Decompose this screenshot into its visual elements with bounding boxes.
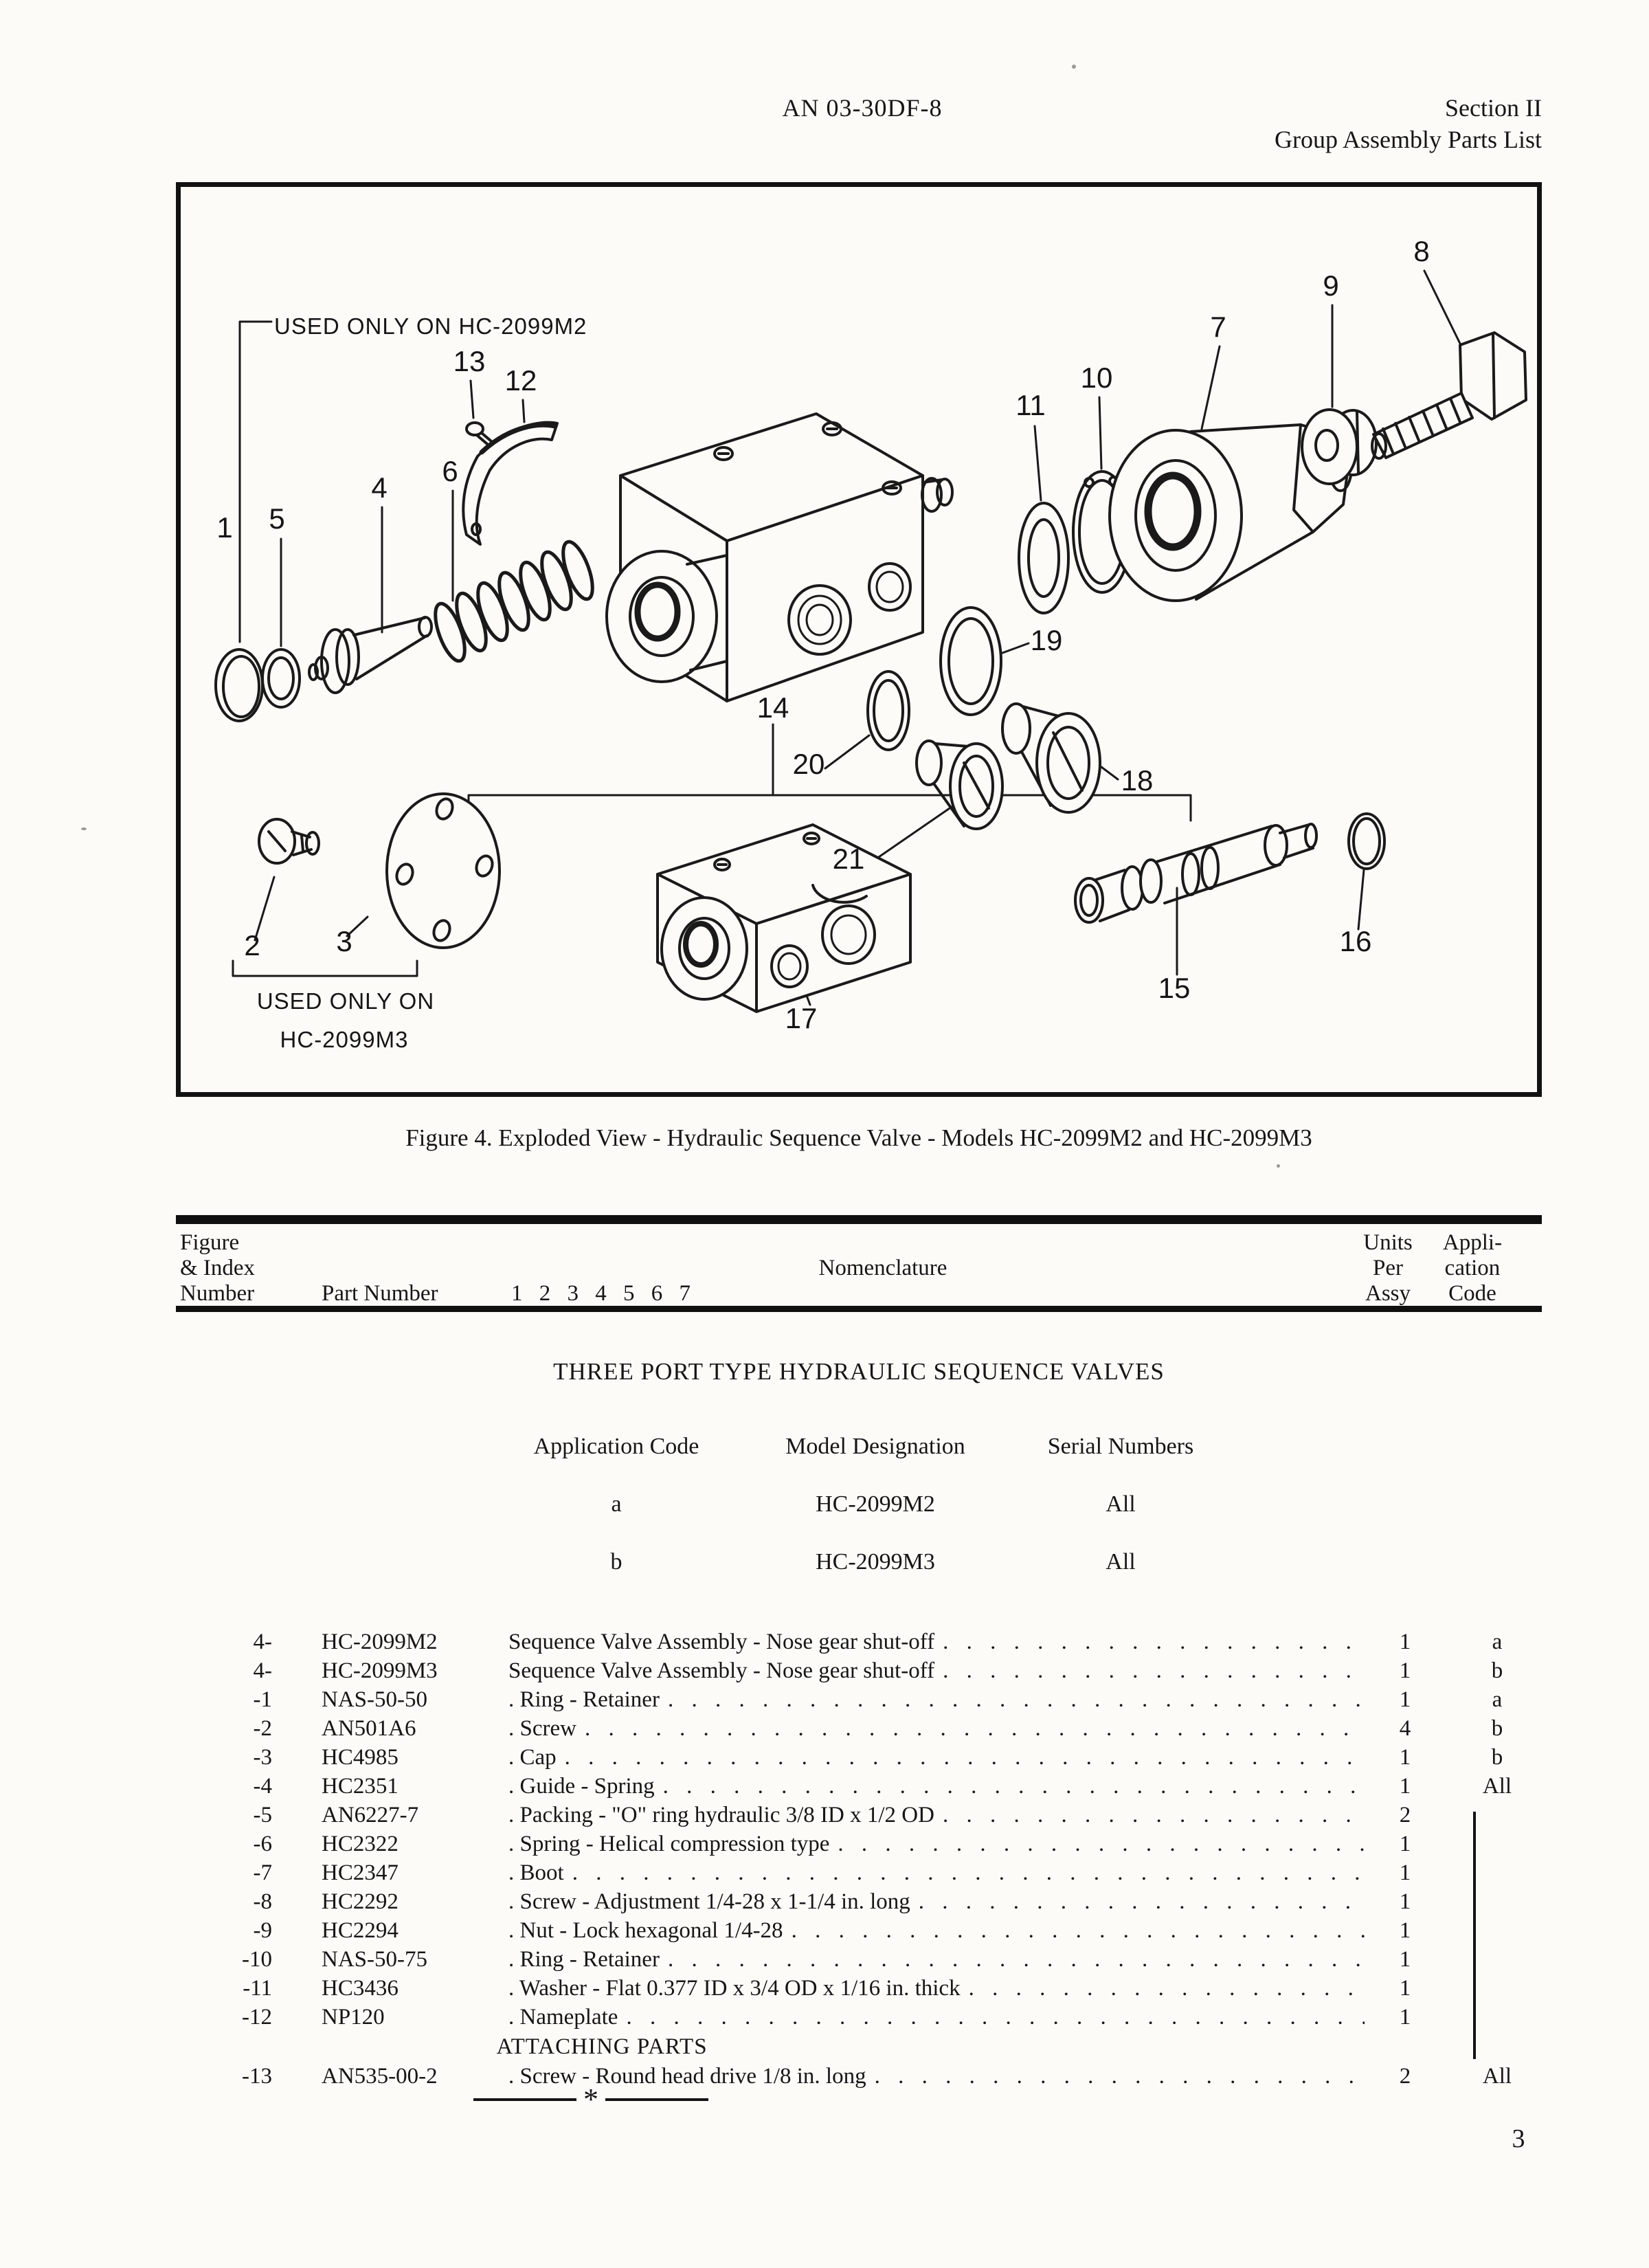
note-used-only-m3-line2: HC-2099M3 [280,1027,409,1052]
parts-row [176,1627,1542,1656]
callout-7: 7 [1210,311,1226,343]
units-per-assy: 1 [1399,1889,1411,1914]
application-code [1452,1945,1542,1974]
callout-12: 12 [504,364,537,397]
application-code [1452,1801,1542,1830]
application-code: a [1492,1687,1503,1712]
dot-leader [792,1916,1365,1945]
col-header-nomenclature: Nomenclature [818,1256,947,1280]
callout-21: 21 [832,843,865,875]
part-ring-19 [941,608,1001,715]
application-code-ditto-line [1473,1812,1476,2059]
application-code [1452,1830,1542,1858]
group-title: THREE PORT TYPE HYDRAULIC SEQUENCE VALVES [553,1358,1165,1385]
part-valve-body-upper [607,414,952,701]
part-number: HC2292 [322,1889,399,1914]
application-code: b [1491,1745,1503,1770]
callout-2: 2 [244,929,260,961]
col-header-part-number: Part Number [322,1281,438,1306]
col-header-figure-index: Figure & Index Number [180,1230,256,1306]
dot-leader [663,1772,1365,1801]
parts-row [176,1916,1542,1945]
attaching-parts-separator [440,2082,742,2116]
separator-star: * [583,2082,598,2116]
units-per-assy: 2 [1399,2064,1411,2089]
figure-index: -11 [243,1976,272,2001]
nomenclature: . Nut - Lock hexagonal 1/4-28 [508,1918,783,1943]
dot-leader [668,1945,1365,1974]
callout-6: 6 [442,455,458,487]
figure-index: -7 [253,1860,272,1885]
parts-row-attaching [176,2062,1542,2091]
figure-index: -10 [242,1947,272,1972]
part-number: HC2294 [322,1918,399,1943]
application-code: All [1482,1774,1512,1799]
figure-index: -1 [253,1687,272,1712]
dot-leader [919,1887,1365,1916]
part-number: NAS-50-75 [322,1947,427,1972]
nomenclature: Sequence Valve Assembly - Nose gear shut-off [508,1630,935,1654]
application-code: b [1491,1658,1503,1683]
application-code [1452,1974,1542,2003]
part-number: AN501A6 [322,1716,416,1741]
application-code [1452,2003,1542,2032]
units-per-assy: 1 [1399,1860,1411,1885]
note-used-only-m3-line1: USED ONLY ON [256,988,435,1014]
nomenclature: . Nameplate [508,2005,618,2030]
figure-index: 4- [253,1630,272,1654]
nomenclature: . Ring - Retainer [508,1687,660,1712]
figure-index: -6 [253,1832,272,1856]
app-table-code-b: b [610,1549,622,1575]
nomenclature: . Boot [508,1860,564,1885]
figure-index: -3 [253,1745,272,1770]
units-per-assy: 1 [1399,1745,1411,1770]
note-used-only-m2: USED ONLY ON HC-2099M2 [274,313,587,339]
part-washer-11 [1019,503,1068,613]
dot-leader [626,2003,1365,2032]
units-per-assy: 1 [1399,1658,1411,1683]
scan-speck [1277,1164,1280,1168]
nomenclature: Sequence Valve Assembly - Nose gear shut-off [508,1658,935,1683]
nomenclature: . Cap [508,1745,557,1770]
units-per-assy: 2 [1399,1803,1411,1827]
units-per-assy: 1 [1399,1832,1411,1856]
part-number: HC-2099M2 [322,1630,438,1654]
part-lock-nut-9 [1302,410,1376,484]
nomenclature: . Screw - Adjustment 1/4-28 x 1-1/4 in. long [508,1889,910,1914]
part-ring-20 [868,671,909,750]
figure-index: 4- [253,1658,272,1683]
callout-14: 14 [756,691,789,724]
callout-11: 11 [1016,389,1046,421]
col-header-units-per-assy: Units Per Assy [1363,1230,1413,1306]
callout-13: 13 [453,345,486,377]
callout-19: 19 [1030,624,1063,656]
part-number: AN535-00-2 [322,2064,438,2089]
application-code [1452,1916,1542,1945]
page-number: 3 [1512,2124,1525,2153]
app-table-serial-a: All [1106,1491,1136,1517]
figure-caption: Figure 4. Exploded View - Hydraulic Sequence Valve - Models HC-2099M2 and HC-2099M3 [405,1124,1312,1151]
figure-index: -5 [253,1803,272,1827]
figure-index: -8 [253,1889,272,1914]
attaching-parts-title: ATTACHING PARTS [496,2034,708,2059]
callout-5: 5 [269,502,285,535]
parts-row [176,2003,1542,2032]
parts-row [176,1656,1542,1685]
figure-index: -9 [253,1918,272,1943]
application-code: All [1482,2064,1512,2089]
section-title-line2: Group Assembly Parts List [1274,126,1542,153]
callout-18: 18 [1121,764,1154,797]
part-nameplate-12 [463,423,557,544]
figure-4-exploded-view [176,182,1542,1097]
scan-speck [81,827,87,830]
part-number: HC3436 [322,1976,399,2001]
part-valve-body-lower [658,825,910,1012]
units-per-assy: 1 [1399,2005,1411,2030]
part-number: HC-2099M3 [322,1658,438,1683]
col-header-indenture: 1 2 3 4 5 6 7 [511,1281,691,1306]
app-table-model-b: HC-2099M3 [816,1549,935,1575]
table-rule-top [176,1215,1542,1224]
app-table-model-a: HC-2099M2 [816,1491,935,1517]
part-drive-screw-13 [467,423,491,444]
part-number: NP120 [322,2005,385,2030]
units-per-assy: 4 [1399,1716,1411,1741]
part-fitting-21 [917,741,1002,829]
part-cap-3 [387,794,500,948]
parts-row [176,1772,1542,1801]
units-per-assy: 1 [1399,1630,1411,1654]
nomenclature: . Screw [508,1716,576,1741]
units-per-assy: 1 [1399,1918,1411,1943]
scan-speck [1072,65,1076,69]
units-per-assy: 1 [1399,1687,1411,1712]
section-title-line1: Section II [1445,94,1542,122]
dot-leader [565,1743,1365,1772]
parts-row [176,1801,1542,1830]
parts-row [176,1945,1542,1974]
application-code [1452,1858,1542,1887]
app-table-serial-b: All [1106,1549,1136,1575]
part-number: HC2322 [322,1832,399,1856]
part-screw-2 [259,819,319,863]
callout-3: 3 [336,925,352,957]
dot-leader [838,1830,1365,1858]
dot-leader [943,1656,1365,1685]
part-washer-5 [262,649,300,707]
callout-4: 4 [371,471,388,504]
col-header-application-code: Appli- cation Code [1442,1230,1503,1306]
separator-line-left [473,2098,576,2101]
app-table-header-code: Application Code [533,1434,699,1459]
parts-row [176,1743,1542,1772]
note-top-leader [240,322,271,642]
part-spool-15 [1075,824,1316,922]
dot-leader [585,1714,1365,1743]
separator-line-right [605,2098,708,2101]
part-number: HC2347 [322,1860,399,1885]
dot-leader [875,2062,1365,2091]
parts-row [176,1887,1542,1916]
units-per-assy: 1 [1399,1774,1411,1799]
application-code: b [1491,1716,1503,1741]
application-code: a [1492,1630,1503,1654]
exploded-diagram [181,187,1537,1092]
nomenclature: . Spring - Helical compression type [508,1832,830,1856]
callout-15: 15 [1158,972,1191,1004]
dot-leader [943,1627,1365,1656]
callout-1: 1 [216,511,233,544]
app-table-header-serial: Serial Numbers [1047,1434,1194,1459]
callout-17: 17 [785,1002,818,1034]
parts-row [176,1685,1542,1714]
callout-20: 20 [792,748,825,780]
callout-10: 10 [1080,362,1113,394]
parts-list [176,1627,1542,2032]
part-adjustment-screw-8 [1372,333,1526,458]
nomenclature: . Packing - "O" ring hydraulic 3/8 ID x 1/2 OD [508,1803,934,1827]
app-table-code-a: a [611,1491,622,1517]
table-rule-bottom [176,1306,1542,1312]
dot-leader [943,1801,1365,1830]
units-per-assy: 1 [1399,1947,1411,1972]
figure-index: -12 [242,2005,272,2030]
callout-8: 8 [1413,235,1430,267]
part-spring-6 [429,538,598,665]
units-per-assy: 1 [1399,1976,1411,2001]
application-code [1452,1887,1542,1916]
app-table-header-model: Model Designation [785,1434,965,1459]
doc-number: AN 03-30DF-8 [782,94,943,122]
parts-row [176,1858,1542,1887]
nomenclature: . Ring - Retainer [508,1947,660,1972]
part-number: HC2351 [322,1774,399,1799]
parts-row [176,1974,1542,2003]
part-number: AN6227-7 [322,1803,419,1827]
callout-16: 16 [1339,925,1372,957]
part-number: NAS-50-50 [322,1687,427,1712]
section-header [1275,92,1542,155]
nomenclature: . Screw - Round head drive 1/8 in. long [508,2064,866,2089]
parts-row [176,1830,1542,1858]
part-o-ring-16 [1349,814,1384,869]
callout-9: 9 [1323,269,1339,302]
nomenclature: . Guide - Spring [508,1774,655,1799]
figure-index: -4 [253,1774,272,1799]
figure-index: -2 [253,1716,272,1741]
dot-leader [668,1685,1365,1714]
dot-leader [969,1974,1365,2003]
part-ring-retainer-1 [216,649,262,721]
nomenclature: . Washer - Flat 0.377 ID x 3/4 OD x 1/16 in. thick [508,1976,961,2001]
note-bottom-bracket [233,961,417,976]
figure-index: -13 [242,2064,272,2089]
dot-leader [572,1858,1365,1887]
part-spring-guide-4 [309,617,431,693]
parts-row [176,1714,1542,1743]
part-number: HC4985 [322,1745,399,1770]
